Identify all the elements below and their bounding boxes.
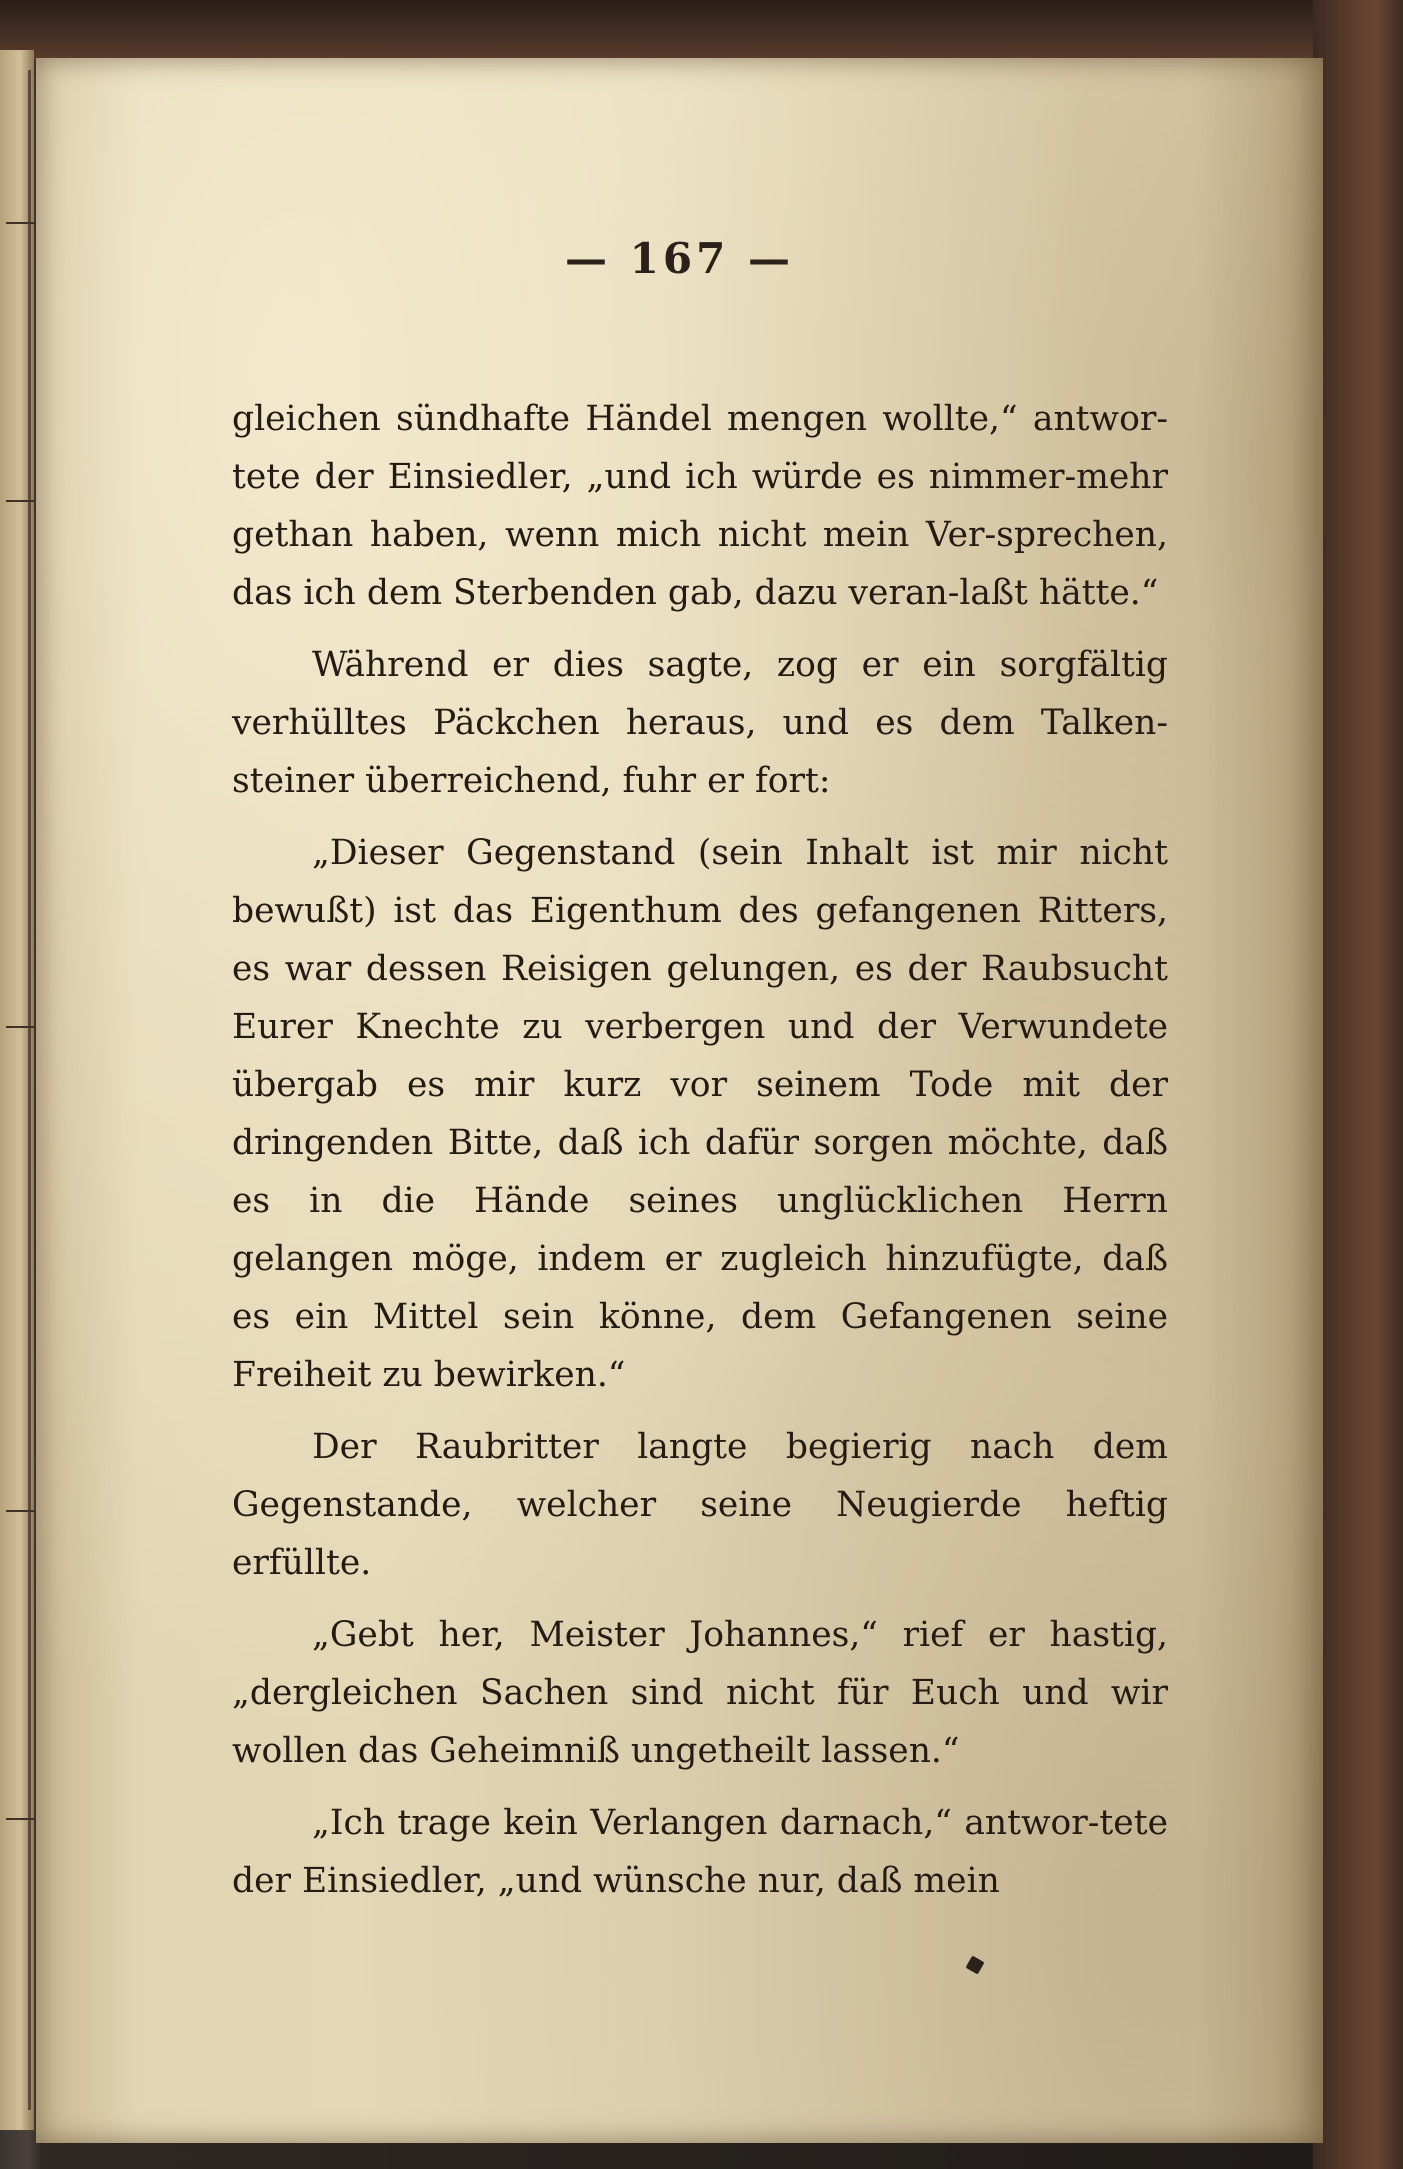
book-cover-right-edge [1313,0,1403,2169]
page-body-text [232,390,1168,1924]
book-cover-top-edge [0,0,1403,60]
page-number: — 167 — [565,234,794,283]
paragraph: „Dieser Gegenstand (sein Inhalt ist mir nicht bewußt) ist das Eigenthum des gefangenen Ritters, es war dessen Reisigen gelungen, es der Raubsucht Eurer Knechte zu verbergen und der Verwundete übergab es mir kurz vor seinem Tode mit der dringenden Bitte, daß ich dafür sorgen möchte, daß es in die Hände seines unglücklichen Herrn gelangen möge, indem er zugleich hinzufügte, daß es ein Mittel sein könne, dem Gefangenen seine Freiheit zu bewirken.“ [232,833,1168,1395]
binding-gutter [28,70,31,2110]
paragraph: Der Raubritter langte begierig nach dem Gegenstande, welcher seine Neugierde heftig erfüllte. [232,1427,1168,1583]
paragraph: gleichen sündhafte Händel mengen wollte,“ antwor‐tete der Einsiedler, „und ich würde es nimmer‐mehr gethan haben, wenn mich nicht mein Ver‐sprechen, das ich dem Sterbenden gab, dazu veran‐laßt hätte.“ [232,399,1168,613]
paragraph: Während er dies sagte, zog er ein sorgfältig verhülltes Päckchen heraus, und es dem Talken‐steiner überreichend, fuhr er fort: [232,645,1168,801]
paragraph: „Ich trage kein Verlangen darnach,“ antwor‐tete der Einsiedler, „und wünsche nur, daß mein [232,1803,1168,1901]
ink-speck [965,1955,984,1974]
book-page [36,58,1323,2143]
paragraph: „Gebt her, Meister Johannes,“ rief er hastig, „dergleichen Sachen sind nicht für Euch und wir wollen das Geheimniß ungetheilt lassen.“ [232,1615,1168,1771]
